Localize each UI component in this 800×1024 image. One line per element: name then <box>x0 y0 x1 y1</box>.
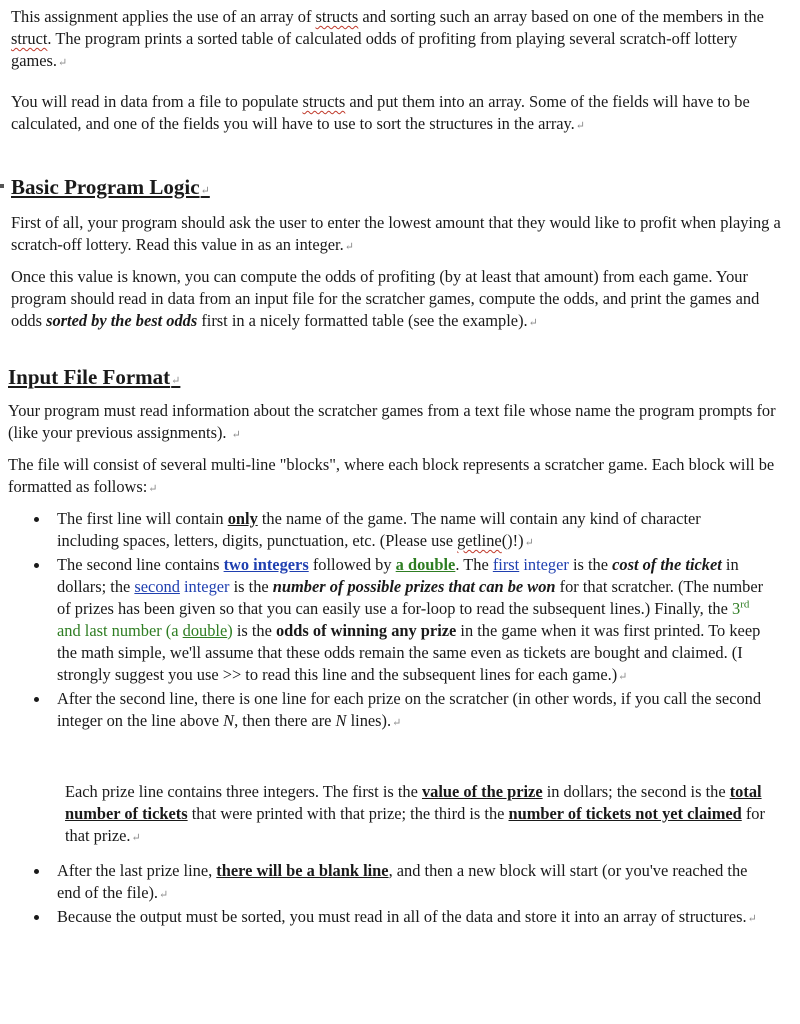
a-double-emphasis: a double <box>395 555 456 574</box>
blank-line-emphasis: there will be a blank line <box>216 861 389 880</box>
spellcheck-word: structs <box>302 92 346 111</box>
spellcheck-word: struct <box>11 29 48 48</box>
input-format-heading: Input File Format↵ <box>8 365 181 389</box>
sorted-emphasis: sorted by the best odds <box>46 311 198 330</box>
spellcheck-word: getline <box>457 531 502 550</box>
num-prizes-emphasis: number of possible prizes that can be won <box>272 577 556 596</box>
first-word: first <box>492 555 520 574</box>
basic-logic-heading: Basic Program Logic↵ <box>11 175 210 199</box>
second-word: second <box>134 577 180 596</box>
not-claimed-emphasis: number of tickets not yet claimed <box>508 804 742 823</box>
paragraph-mark: ↵ <box>524 537 534 549</box>
basic-logic-paragraph-1: First of all, your program should ask the user to enter the lowest amount that they would like to profit when playing a scratch-off lottery. Read this value in as an integer.↵ <box>11 213 781 254</box>
paragraph-mark: ↵ <box>747 913 757 925</box>
bullet-dot <box>34 915 39 920</box>
paragraph-mark: ↵ <box>392 717 402 729</box>
bullet-first-line: The first line will contain only the name of the game. The name will contain any kind of character including spaces, letters, digits, punctuation, etc. (Please use getline()!)↵ <box>0 508 765 554</box>
total-tickets-emphasis: total number of tickets <box>65 782 762 823</box>
bullet-prize-lines: After the second line, there is one line for each prize on the scratcher (in other words, if you call the second integer on the line above N, then there are N lines).↵ <box>0 688 765 734</box>
format-bullet-list-2 <box>0 860 765 930</box>
spellcheck-word: structs <box>315 7 359 26</box>
basic-logic-paragraph-2: Once this value is known, you can compute the odds of profiting (by at least that amount) from each game. Your program should read in data from an input file for the scratcher games, compute the odds, and print the games and odds sorted by the best odds first in a nicely formatted table (see the example).↵ <box>11 267 760 330</box>
only-emphasis: only <box>227 509 258 528</box>
paragraph-mark: ↵ <box>528 317 538 329</box>
paragraph-mark: ↵ <box>148 483 158 495</box>
odds-winning-emphasis: odds of winning any prize <box>275 621 457 640</box>
bullet-second-line: The second line contains two integers followed by a double. The first integer is the cost of the ticket in dollars; the second integer is the number of possible prizes that can be won for that scratcher. (The number of prizes has been given so that you can easily use a for-loop to read the subsequent lines.) Finally, the 3rd and last number (a double) is the odds of winning any prize in the game when it was first printed. To keep the math simple, we'll assume that these odds remain the same even as tickets are bought and claimed. (I strongly suggest you use >> to read this line and the subsequent lines for each game.)↵ <box>0 554 765 688</box>
bullet-blank-line: After the last prize line, there will be a blank line, and then a new block will start (or you've reached the end of the file).↵ <box>0 860 765 906</box>
paragraph-mark: ↵ <box>231 429 241 441</box>
heading-marker <box>0 184 4 188</box>
format-bullet-list <box>0 508 765 734</box>
intro-paragraph-2: You will read in data from a file to populate structs and put them into an array. Some of the fields will have to be calculated, and one of the fields you will have to use to sort the structures in the array.↵ <box>11 92 750 133</box>
paragraph-mark: ↵ <box>171 375 181 387</box>
bullet-dot <box>34 869 39 874</box>
input-format-paragraph-2: The file will consist of several multi-line "blocks", where each block represents a scratcher game. Each block will be formatted as follows:↵ <box>8 455 775 496</box>
bullet-dot <box>34 697 39 702</box>
paragraph-mark: ↵ <box>131 832 141 844</box>
bullet-dot <box>34 517 39 522</box>
paragraph-mark: ↵ <box>57 57 68 69</box>
two-integers-emphasis: two integers <box>223 555 309 574</box>
prize-line-paragraph: Each prize line contains three integers. The first is the value of the prize in dollars; the second is the total number of tickets that were printed with that prize; the third is the number of tickets not yet claimed for that prize.↵ <box>65 782 765 845</box>
double-word: double <box>182 621 228 640</box>
paragraph-mark: ↵ <box>159 889 169 901</box>
bullet-dot <box>34 563 39 568</box>
paragraph-mark: ↵ <box>344 241 354 253</box>
input-format-paragraph-1: Your program must read information about the scratcher games from a text file whose name the program prompts for (like your previous assignments). ↵ <box>8 401 776 442</box>
intro-paragraph-1: This assignment applies the use of an array of structs and sorting such an array based on one of the members in the struct. The program prints a sorted table of calculated odds of profiting from playing several scratch-off lottery games.↵ <box>11 7 764 70</box>
paragraph-mark: ↵ <box>575 120 585 132</box>
bullet-sorted-output: Because the output must be sorted, you must read in all of the data and store it into an array of structures.↵ <box>0 906 765 930</box>
paragraph-mark: ↵ <box>618 671 628 683</box>
cost-emphasis: cost of the ticket <box>612 555 722 574</box>
paragraph-mark: ↵ <box>200 185 210 197</box>
value-of-prize-emphasis: value of the prize <box>421 782 543 801</box>
